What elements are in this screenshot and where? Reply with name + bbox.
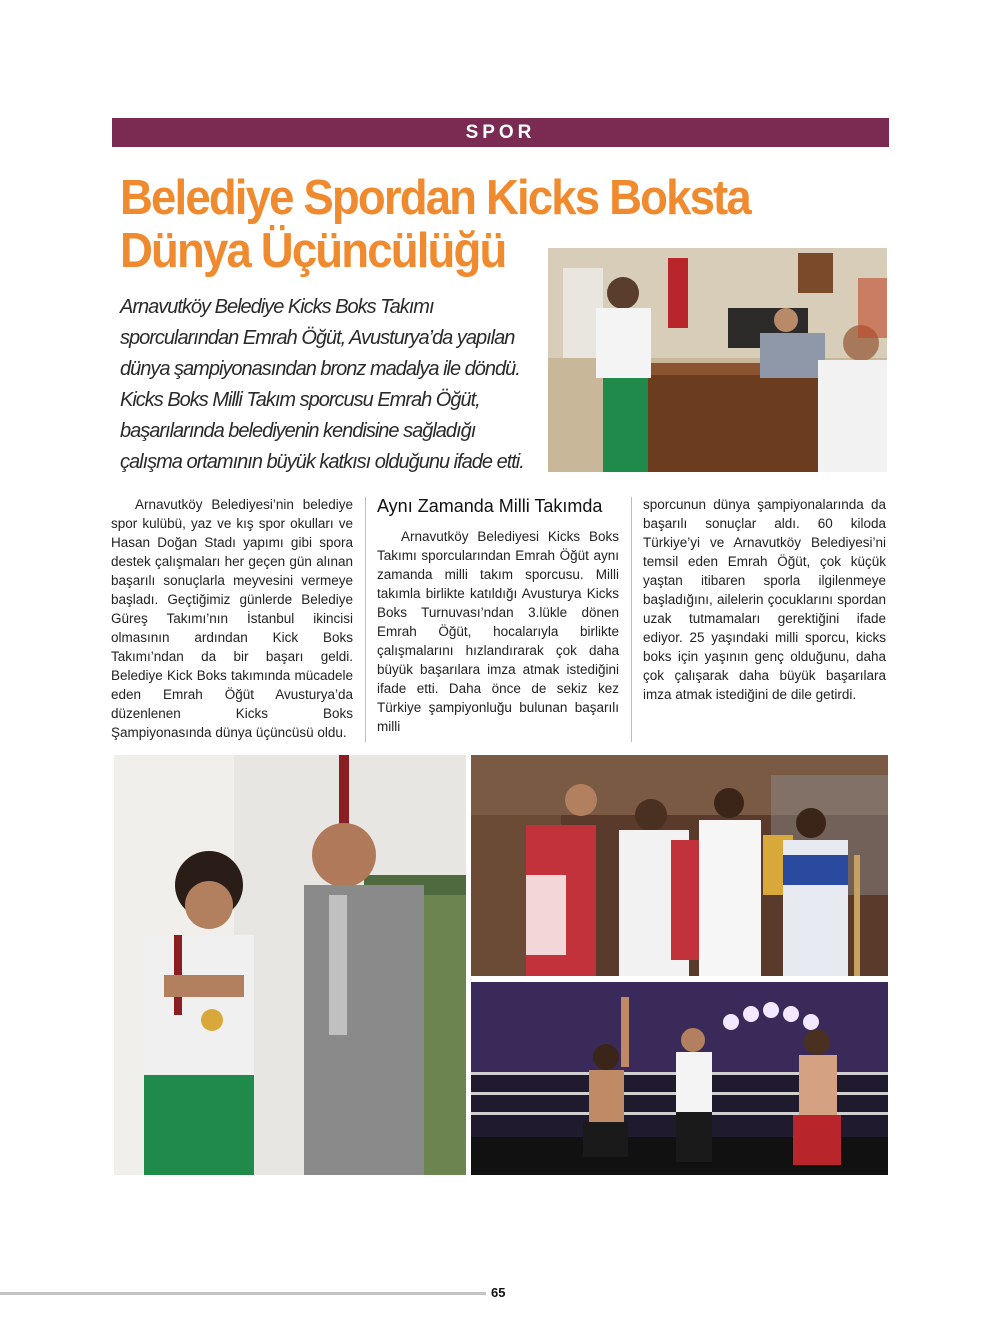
photo-office-meeting xyxy=(548,248,887,472)
page-number: 65 xyxy=(491,1285,506,1300)
section-header-bar xyxy=(112,118,889,147)
photo-podium xyxy=(471,755,888,976)
column-divider xyxy=(365,497,366,742)
footer-rule xyxy=(0,1292,486,1295)
section-label: SPOR xyxy=(465,121,536,143)
article-lead: Arnavutköy Belediye Kicks Boks Takımı sporcularından Emrah Öğüt, Avusturya’da yapılan dünya şampiyonasından bronz madalya ile döndü. Kicks Boks Milli Takım sporcusu Emrah Öğüt, başarılarında belediyenin kendisine sağladığı çalışma ortamının büyük katkısı olduğunu ifade etti. xyxy=(120,296,524,473)
article-column-3: sporcunun dünya şampiyonalarında da başarılı sonuçlar aldı. 60 kiloda Türkiye’yi ve Arnavutköy Belediyesi’ni temsil eden Emrah Öğüt, çok küçük yaştan itibaren sporla ilgilenmeye başladığını, ailelerin çocuklarını spordan uzak tutmamaları gerektiğini ifade ediyor. 25 yaşındaki milli sporcu, kicks boks için yaşının genç olduğunu, daha çok çalışarak daha büyük başarılara imza atmak istediğini de dile getirdi. xyxy=(643,497,886,702)
article-title: Belediye Spordan Kicks Boksta Dünya Üçüncülüğü xyxy=(120,171,750,278)
article-subheading: Aynı Zamanda Milli Takımda xyxy=(377,496,603,516)
column-divider xyxy=(631,497,632,742)
article-column-2-text: Arnavutköy Belediyesi Kicks Boks Takımı sporcularından Emrah Öğüt aynı zamanda milli takım sporcusu. Milli takımla birlikte katıldığı Avusturya Kicks Boks Turnuvası’ndan 3.lükle dönen Emrah Öğüt, hocalarıyla birlikte çalışmalarını hızlandırarak çok daha büyük başarılara imza atmak istediğini ifade etti. Daha önce de sekiz kez Türkiye şampiyonluğu bulunan başarılı milli xyxy=(377,529,619,734)
article-column-1: Arnavutköy Belediyesi’nin belediye spor kulübü, yaz ve kış spor okulları ve Hasan Doğan Stadı yapımı gibi spora destek çalışmaları her geçen gün alınan başarılı sonuçlarla meyvesini vermeye başladı. Geçtiğimiz günlerde Belediye Güreş Takımı’nın İstanbul ikincisi olmasının ardından Kick Boks Takımı’ndan da bir başarı geldi. Belediye Kick Boks takımında mücadele eden Emrah Öğüt Avusturya’da düzenlenen Kicks Boks Şampiyonasında dünya üçüncüsü oldu. xyxy=(111,497,353,740)
photo-ring-victory xyxy=(471,982,888,1175)
article-column-2 xyxy=(377,495,619,736)
photo-medal-presentation xyxy=(114,755,466,1175)
